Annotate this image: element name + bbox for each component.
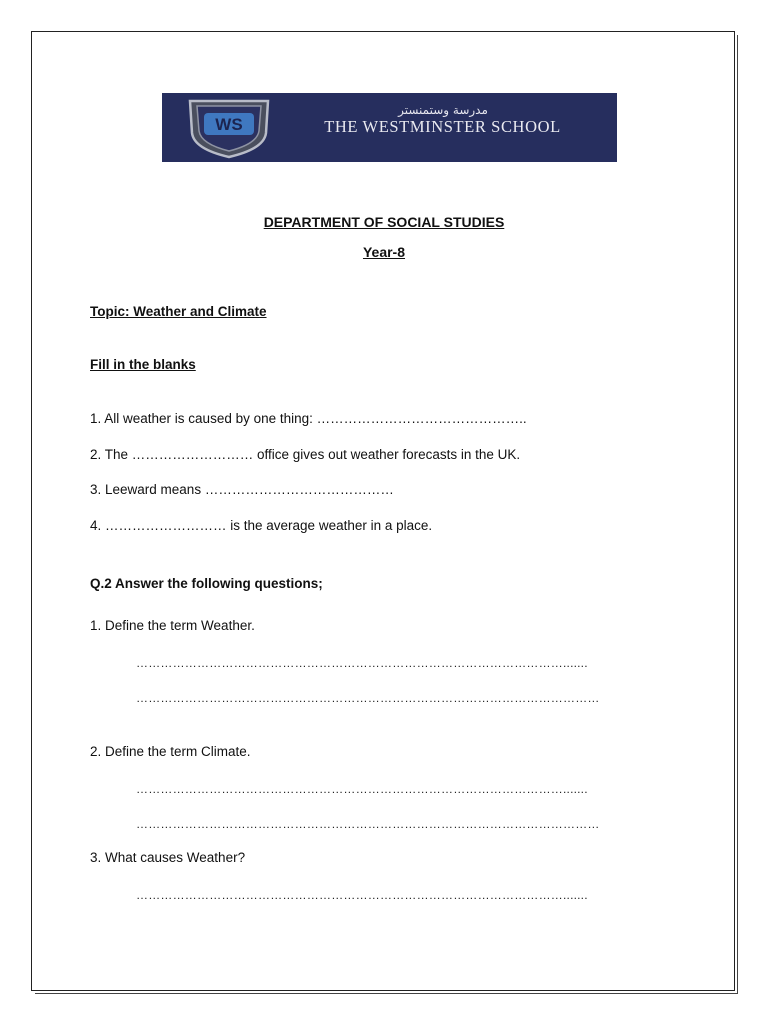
short-answer-question-2: 2. Define the term Climate. — [90, 744, 251, 759]
school-name-english: THE WESTMINSTER SCHOOL — [324, 117, 561, 136]
logo-letters: WS — [215, 115, 243, 134]
short-answer-question-1: 1. Define the term Weather. — [90, 618, 255, 633]
school-banner — [162, 93, 617, 162]
answer-line: ……………………………………………………………………………………………....... — [136, 888, 588, 902]
blank-question-4: 4. ……………………… is the average weather in a place. — [90, 518, 433, 533]
topic-heading: Topic: Weather and Climate — [90, 304, 267, 319]
answer-line: …………………………………………………………………………………………………… — [136, 817, 600, 831]
year-title: Year-8 — [362, 244, 406, 260]
school-name-arabic: مدرسة وستمنستر — [398, 103, 488, 117]
blank-question-3: 3. Leeward means …………………………………… — [90, 482, 394, 497]
short-answer-question-3: 3. What causes Weather? — [90, 850, 246, 865]
answer-questions-heading: Q.2 Answer the following questions; — [90, 576, 323, 591]
blank-question-1: 1. All weather is caused by one thing: ……………………………………….. — [90, 411, 527, 426]
school-shield-logo — [186, 97, 272, 159]
answer-line: ……………………………………………………………………………………………....... — [136, 656, 588, 670]
answer-line: …………………………………………………………………………………………………… — [136, 691, 600, 705]
blank-question-2: 2. The ……………………… office gives out weather forecasts in the UK. — [90, 447, 521, 462]
page-border — [31, 31, 735, 991]
department-title: DEPARTMENT OF SOCIAL STUDIES — [263, 214, 505, 230]
fill-in-blanks-heading: Fill in the blanks — [90, 357, 196, 372]
answer-line: ……………………………………………………………………………………………....... — [136, 782, 588, 796]
